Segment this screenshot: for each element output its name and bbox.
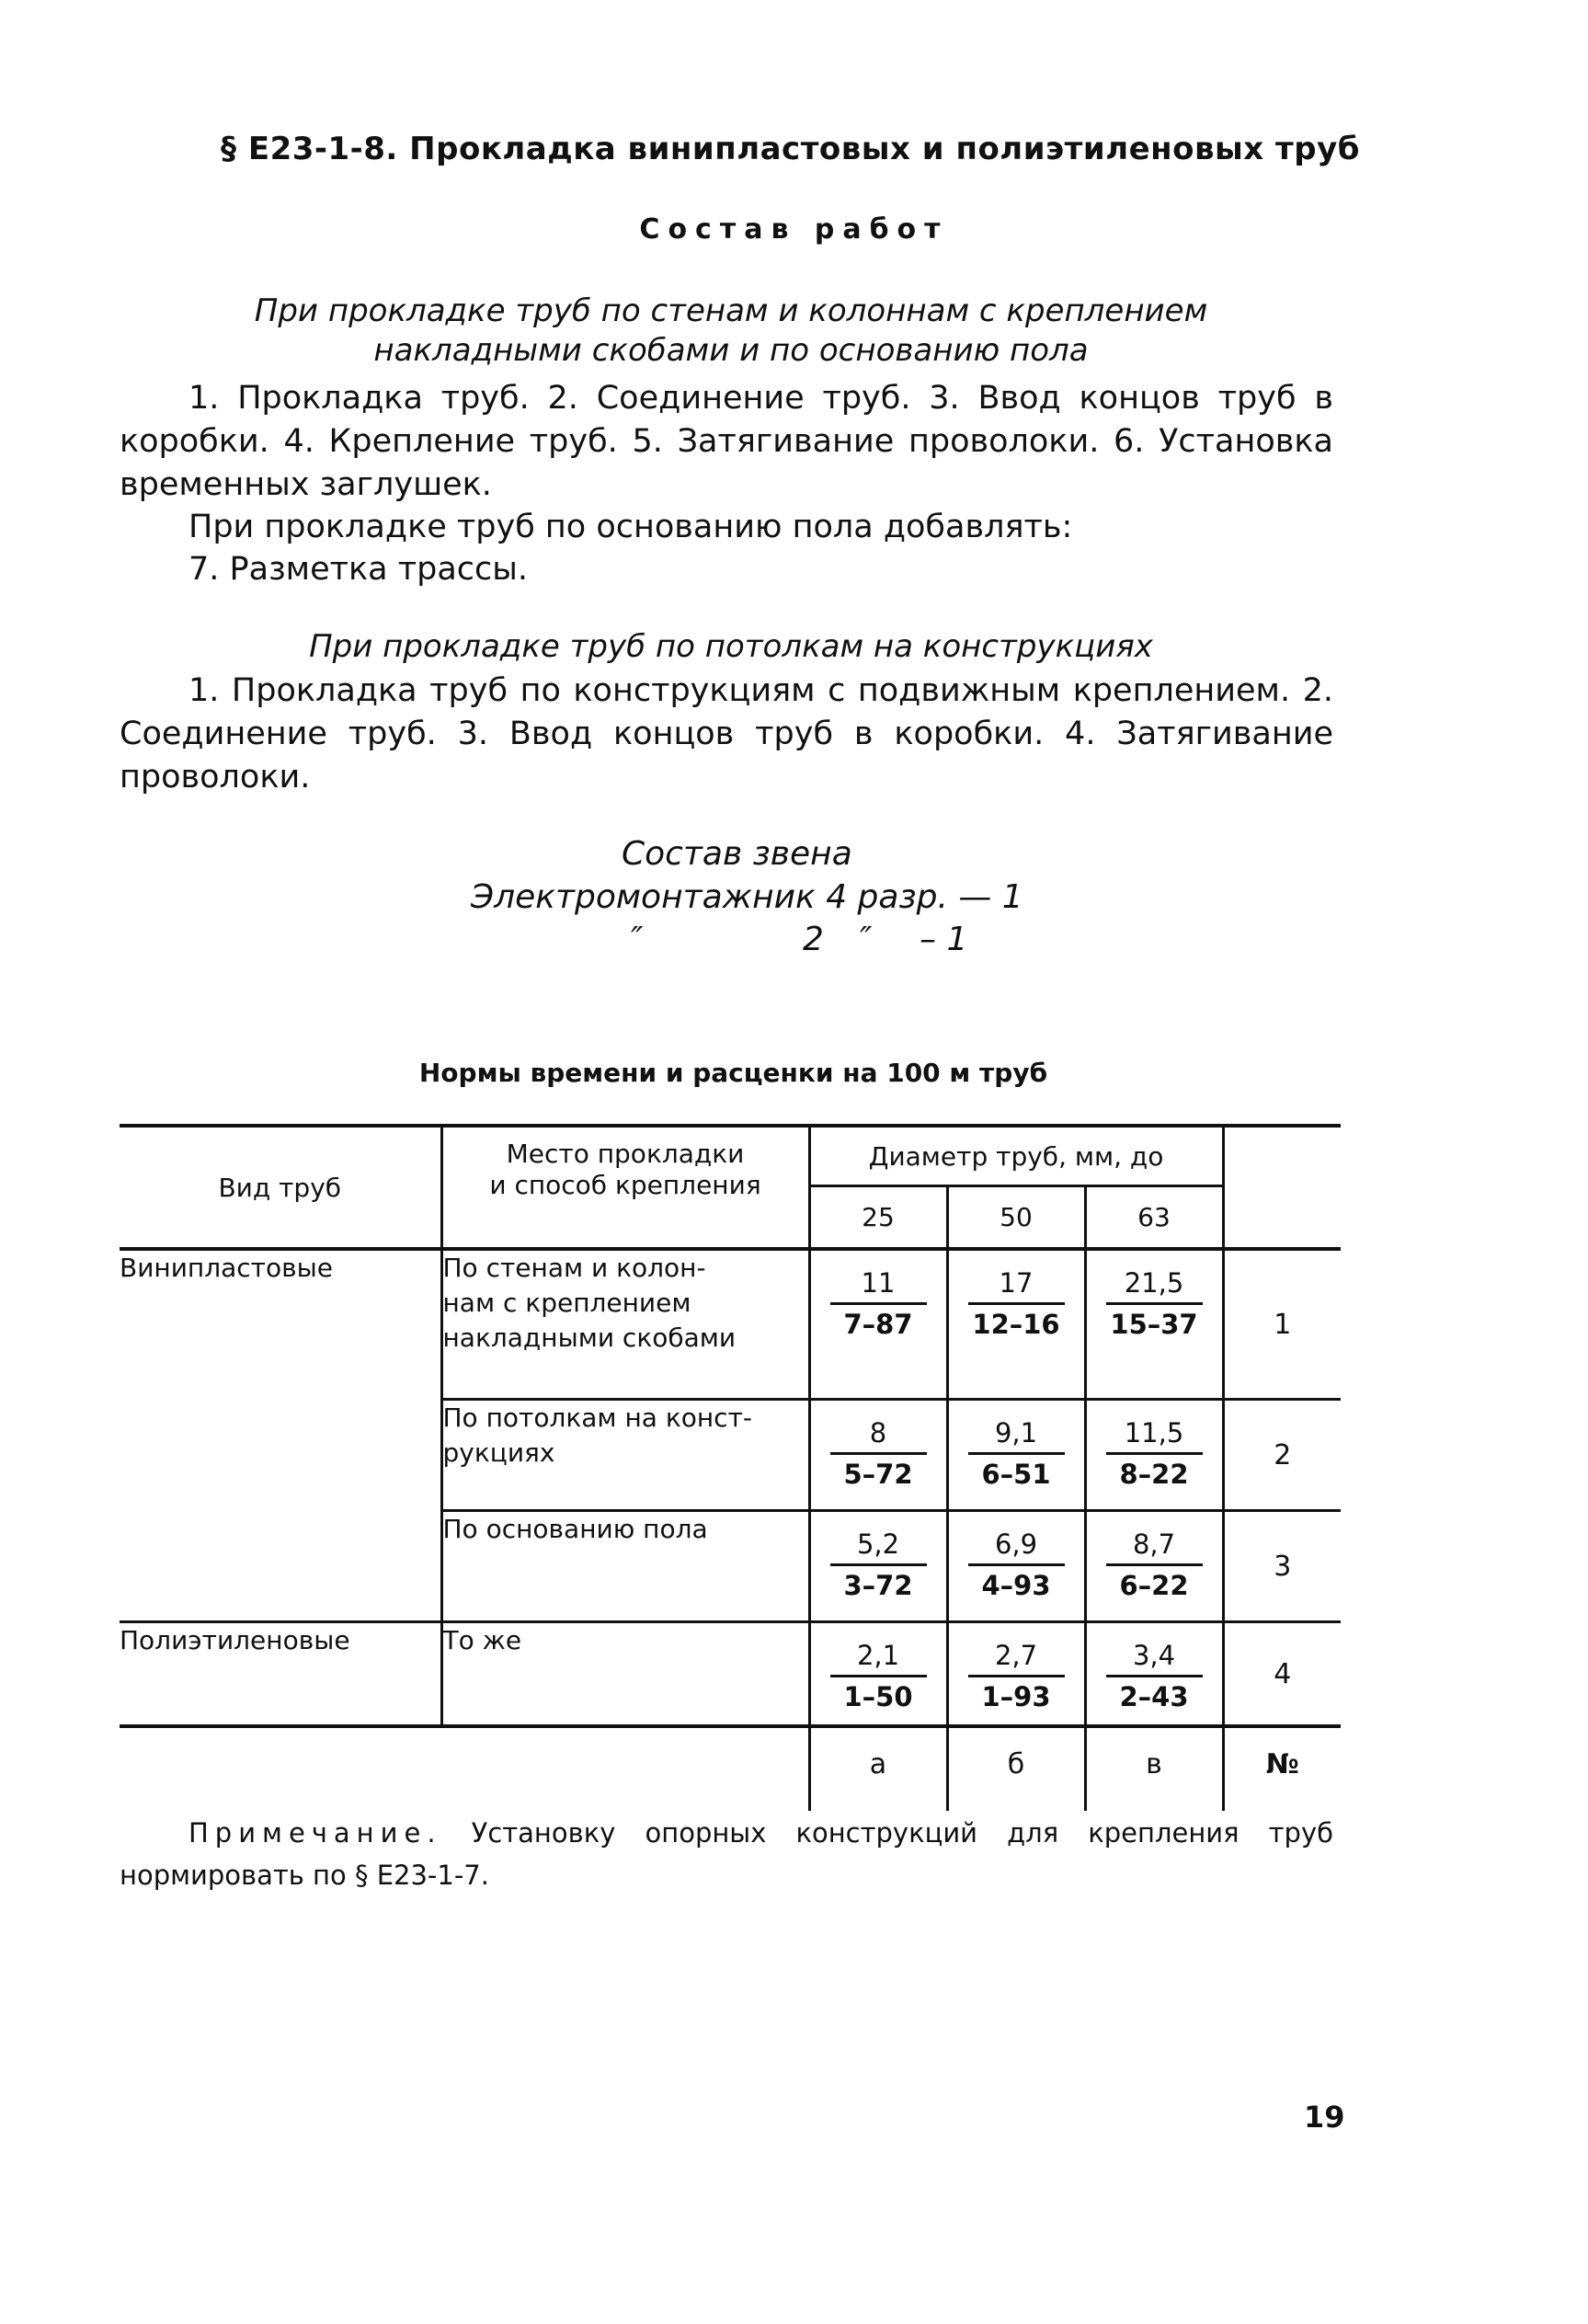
header-d25: 25 xyxy=(809,1186,947,1249)
header-place-line1: Место прокладки xyxy=(506,1139,745,1169)
column-letter-b: б xyxy=(947,1726,1085,1811)
row-number: 4 xyxy=(1223,1622,1341,1727)
norms-table xyxy=(120,1124,1341,1811)
row-place-line: нам с креплением xyxy=(442,1288,691,1318)
row-number: 3 xyxy=(1223,1511,1341,1622)
row-place-line: То же xyxy=(442,1625,522,1655)
rate: 6–51 xyxy=(981,1459,1051,1490)
crew-line2-ditto2: ″ xyxy=(860,921,873,958)
section-title: § Е23-1-8. Прокладка винипластовых и полиэтиленовых труб xyxy=(221,131,1361,167)
crew-line2-count: – 1 xyxy=(920,921,968,958)
row-place xyxy=(441,1249,809,1400)
row-pipe-type: Полиэтиленовые xyxy=(120,1622,441,1727)
value-cell xyxy=(947,1400,1085,1511)
row-place-line: накладными скобами xyxy=(442,1322,737,1353)
block1-add-line: При прокладке труб по основанию пола добавлять: xyxy=(189,509,1073,545)
table-footer-row xyxy=(120,1726,1341,1811)
header-pipe-type: Вид труб xyxy=(120,1126,441,1249)
value-cell xyxy=(1085,1249,1223,1400)
value-cell xyxy=(809,1249,947,1400)
footnote-label: Примечание. xyxy=(189,1817,442,1849)
block2-heading: При прокладке труб по потолкам на конструкциях xyxy=(309,628,1153,665)
time-norm: 2,1 xyxy=(830,1640,927,1677)
header-d50: 50 xyxy=(947,1186,1085,1249)
header-place-line2: и способ крепления xyxy=(489,1170,761,1200)
value-cell xyxy=(947,1249,1085,1400)
block1-paragraph: 1. Прокладка труб. 2. Соединение труб. 3. Ввод концов труб в коробки. 4. Крепление труб. 5. Затягивание проволоки. 6. Установка временных заглушек. xyxy=(120,380,1333,503)
header-number-blank xyxy=(1223,1126,1341,1249)
footnote-text: Установку опорных конструкций для крепления труб нормировать по § Е23-1-7. xyxy=(120,1817,1334,1891)
value-cell xyxy=(809,1622,947,1727)
row-place-line: рукциях xyxy=(442,1437,555,1468)
rate: 12–16 xyxy=(972,1309,1060,1340)
crew-line2-ditto: ″ xyxy=(631,921,644,958)
time-norm: 17 xyxy=(968,1267,1065,1305)
crew-line1: Электромонтажник 4 разр. — 1 xyxy=(471,878,1023,916)
time-norm: 8 xyxy=(830,1417,927,1455)
value-cell xyxy=(1085,1400,1223,1511)
time-norm: 11 xyxy=(830,1267,927,1305)
row-place-line: По потолкам на конст- xyxy=(442,1402,752,1433)
table-caption: Нормы времени и расценки на 100 м труб xyxy=(418,1058,1048,1088)
value-cell xyxy=(947,1511,1085,1622)
crew-line2-grade: 2 xyxy=(803,921,824,958)
rate: 2–43 xyxy=(1119,1681,1189,1712)
crew-heading: Состав звена xyxy=(622,835,852,873)
table-row xyxy=(120,1622,1341,1727)
block1-heading-line2: накладными скобами и по основанию пола xyxy=(373,332,1089,369)
header-place xyxy=(441,1126,809,1249)
column-number-sign: № xyxy=(1223,1726,1341,1811)
value-cell xyxy=(1085,1511,1223,1622)
time-norm: 6,9 xyxy=(968,1528,1065,1566)
row-place xyxy=(441,1622,809,1727)
column-letter-v: в xyxy=(1085,1726,1223,1811)
row-pipe-type: Винипластовые xyxy=(120,1253,333,1283)
value-cell xyxy=(809,1400,947,1511)
time-norm: 5,2 xyxy=(830,1528,927,1566)
page-number: 19 xyxy=(1304,2100,1345,2135)
row-place xyxy=(441,1400,809,1511)
footer-blank xyxy=(441,1726,809,1811)
time-norm: 2,7 xyxy=(968,1640,1065,1677)
rate: 7–87 xyxy=(843,1309,913,1340)
time-norm: 3,4 xyxy=(1106,1640,1203,1677)
work-composition-heading: Состав работ xyxy=(639,213,949,246)
block2-paragraph: 1. Прокладка труб по конструкциям с подвижным креплением. 2. Соединение труб. 3. Ввод концов труб в коробки. 4. Затягивание проволоки. xyxy=(120,672,1333,796)
block1-heading-line1: При прокладке труб по стенам и колоннам с креплением xyxy=(254,292,1208,329)
row-place xyxy=(441,1511,809,1622)
value-cell xyxy=(809,1511,947,1622)
table-row xyxy=(120,1249,1341,1400)
row-place-line: По основанию пола xyxy=(442,1514,708,1544)
rate: 8–22 xyxy=(1119,1459,1189,1490)
value-cell xyxy=(1085,1622,1223,1727)
block1-item7: 7. Разметка трассы. xyxy=(189,551,529,588)
rate: 4–93 xyxy=(981,1570,1051,1601)
value-cell xyxy=(947,1622,1085,1727)
rate: 1–50 xyxy=(843,1681,913,1712)
header-diameter: Диаметр труб, мм, до xyxy=(809,1126,1223,1186)
row-place-line: По стенам и колон- xyxy=(442,1253,706,1283)
header-d63: 63 xyxy=(1085,1186,1223,1249)
rate: 3–72 xyxy=(843,1570,913,1601)
time-norm: 9,1 xyxy=(968,1417,1065,1455)
row-number: 1 xyxy=(1223,1249,1341,1400)
rate: 6–22 xyxy=(1119,1570,1189,1601)
column-letter-a: а xyxy=(809,1726,947,1811)
row-number: 2 xyxy=(1223,1400,1341,1511)
time-norm: 8,7 xyxy=(1106,1528,1203,1566)
rate: 5–72 xyxy=(843,1459,913,1490)
footer-blank xyxy=(120,1726,441,1811)
footnote xyxy=(120,1812,1333,1896)
rate: 15–37 xyxy=(1110,1309,1198,1340)
time-norm: 21,5 xyxy=(1106,1267,1203,1305)
rate: 1–93 xyxy=(981,1681,1051,1712)
time-norm: 11,5 xyxy=(1106,1417,1203,1455)
